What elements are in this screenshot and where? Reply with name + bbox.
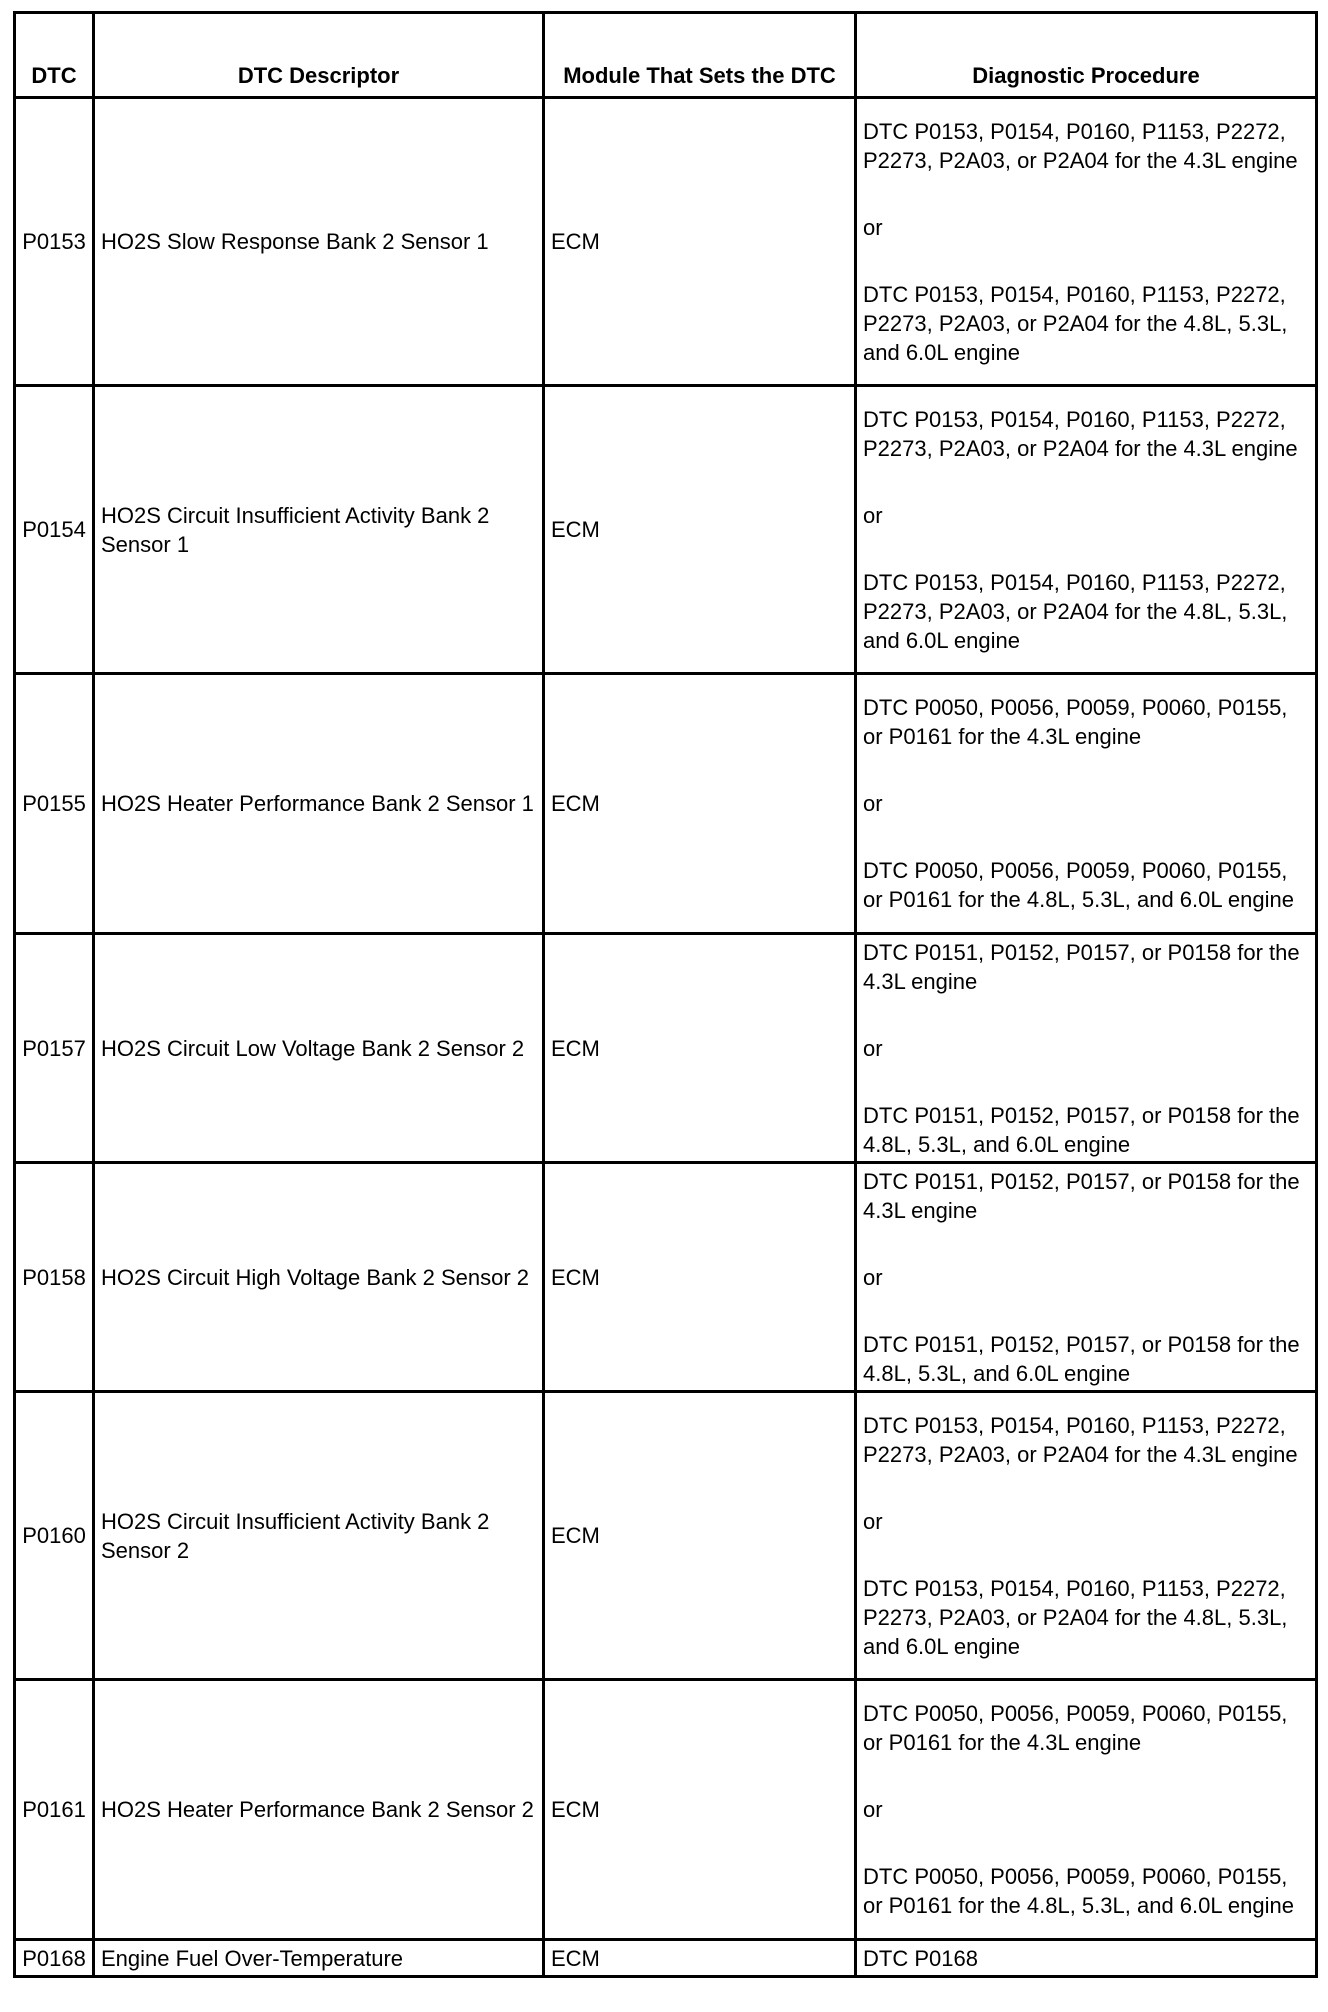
procedure-link-other-engines[interactable]: DTC P0151, P0152, P0157, or P0158 for the 4.8L, 5.3L, and 6.0L engine: [863, 1331, 1300, 1386]
dtc-descriptor: HO2S Slow Response Bank 2 Sensor 1: [94, 98, 544, 386]
procedure-link[interactable]: DTC P0168: [863, 1945, 978, 1971]
dtc-code: P0155: [15, 674, 94, 934]
header-module: Module That Sets the DTC: [544, 13, 856, 98]
module: ECM: [544, 1392, 856, 1680]
procedure-or: or: [863, 214, 883, 240]
procedure-link-4-3l[interactable]: DTC P0050, P0056, P0059, P0060, P0155, or P0161 for the 4.3L engine: [863, 695, 1288, 749]
procedure-or: or: [863, 1264, 883, 1290]
dtc-table: [13, 11, 1318, 1978]
diagnostic-procedure: [856, 1392, 1317, 1680]
table-row: [15, 674, 1317, 934]
procedure-link-other-engines[interactable]: DTC P0050, P0056, P0059, P0060, P0155, or P0161 for the 4.8L, 5.3L, and 6.0L engine: [863, 1864, 1294, 1918]
module: ECM: [544, 98, 856, 386]
dtc-descriptor: HO2S Circuit Insufficient Activity Bank 2 Sensor 2: [94, 1392, 544, 1680]
procedure-link-4-3l[interactable]: DTC P0050, P0056, P0059, P0060, P0155, or P0161 for the 4.3L engine: [863, 1701, 1288, 1755]
module: ECM: [544, 934, 856, 1163]
procedure-link-4-3l[interactable]: DTC P0151, P0152, P0157, or P0158 for the 4.3L engine: [863, 939, 1300, 994]
dtc-descriptor: Engine Fuel Over-Temperature: [94, 1940, 544, 1977]
module: ECM: [544, 1680, 856, 1940]
table-header-row: [15, 13, 1317, 98]
diagnostic-procedure: [856, 1680, 1317, 1940]
dtc-code: P0161: [15, 1680, 94, 1940]
procedure-link-4-3l[interactable]: DTC P0151, P0152, P0157, or P0158 for the 4.3L engine: [863, 1168, 1300, 1223]
table-row: [15, 1163, 1317, 1392]
dtc-code: P0157: [15, 934, 94, 1163]
dtc-descriptor: HO2S Circuit Low Voltage Bank 2 Sensor 2: [94, 934, 544, 1163]
header-procedure: Diagnostic Procedure: [856, 13, 1317, 98]
header-dtc: DTC: [15, 13, 94, 98]
procedure-link-other-engines[interactable]: DTC P0151, P0152, P0157, or P0158 for the 4.8L, 5.3L, and 6.0L engine: [863, 1102, 1300, 1157]
procedure-link-other-engines[interactable]: DTC P0153, P0154, P0160, P1153, P2272, P2273, P2A03, or P2A04 for the 4.8L, 5.3L, and 6.0L engine: [863, 569, 1288, 653]
dtc-descriptor: HO2S Circuit Insufficient Activity Bank 2 Sensor 1: [94, 386, 544, 674]
table-row: [15, 98, 1317, 386]
dtc-descriptor: HO2S Circuit High Voltage Bank 2 Sensor 2: [94, 1163, 544, 1392]
dtc-descriptor: HO2S Heater Performance Bank 2 Sensor 1: [94, 674, 544, 934]
diagnostic-procedure: [856, 1940, 1317, 1977]
module: ECM: [544, 674, 856, 934]
procedure-link-4-3l[interactable]: DTC P0153, P0154, P0160, P1153, P2272, P2273, P2A03, or P2A04 for the 4.3L engine: [863, 118, 1298, 173]
dtc-code: P0168: [15, 1940, 94, 1977]
table-row: [15, 386, 1317, 674]
module: ECM: [544, 386, 856, 674]
table-row: [15, 1940, 1317, 1977]
procedure-or: or: [863, 1508, 883, 1534]
procedure-or: or: [863, 791, 883, 816]
procedure-or: or: [863, 502, 883, 528]
procedure-link-4-3l[interactable]: DTC P0153, P0154, P0160, P1153, P2272, P2273, P2A03, or P2A04 for the 4.3L engine: [863, 1412, 1298, 1467]
table-row: [15, 1392, 1317, 1680]
diagnostic-procedure: [856, 934, 1317, 1163]
diagnostic-procedure: [856, 386, 1317, 674]
dtc-code: P0158: [15, 1163, 94, 1392]
diagnostic-procedure: [856, 674, 1317, 934]
dtc-code: P0153: [15, 98, 94, 386]
procedure-link-other-engines[interactable]: DTC P0153, P0154, P0160, P1153, P2272, P2273, P2A03, or P2A04 for the 4.8L, 5.3L, and 6.0L engine: [863, 281, 1288, 365]
procedure-link-other-engines[interactable]: DTC P0050, P0056, P0059, P0060, P0155, or P0161 for the 4.8L, 5.3L, and 6.0L engine: [863, 858, 1294, 912]
dtc-code: P0154: [15, 386, 94, 674]
module: ECM: [544, 1163, 856, 1392]
module: ECM: [544, 1940, 856, 1977]
procedure-link-other-engines[interactable]: DTC P0153, P0154, P0160, P1153, P2272, P2273, P2A03, or P2A04 for the 4.8L, 5.3L, and 6.0L engine: [863, 1575, 1288, 1659]
procedure-or: or: [863, 1797, 883, 1822]
procedure-link-4-3l[interactable]: DTC P0153, P0154, P0160, P1153, P2272, P2273, P2A03, or P2A04 for the 4.3L engine: [863, 406, 1298, 461]
header-descriptor: DTC Descriptor: [94, 13, 544, 98]
diagnostic-procedure: [856, 1163, 1317, 1392]
table-row: [15, 1680, 1317, 1940]
diagnostic-procedure: [856, 98, 1317, 386]
dtc-code: P0160: [15, 1392, 94, 1680]
procedure-or: or: [863, 1035, 883, 1061]
table-row: [15, 934, 1317, 1163]
dtc-descriptor: HO2S Heater Performance Bank 2 Sensor 2: [94, 1680, 544, 1940]
